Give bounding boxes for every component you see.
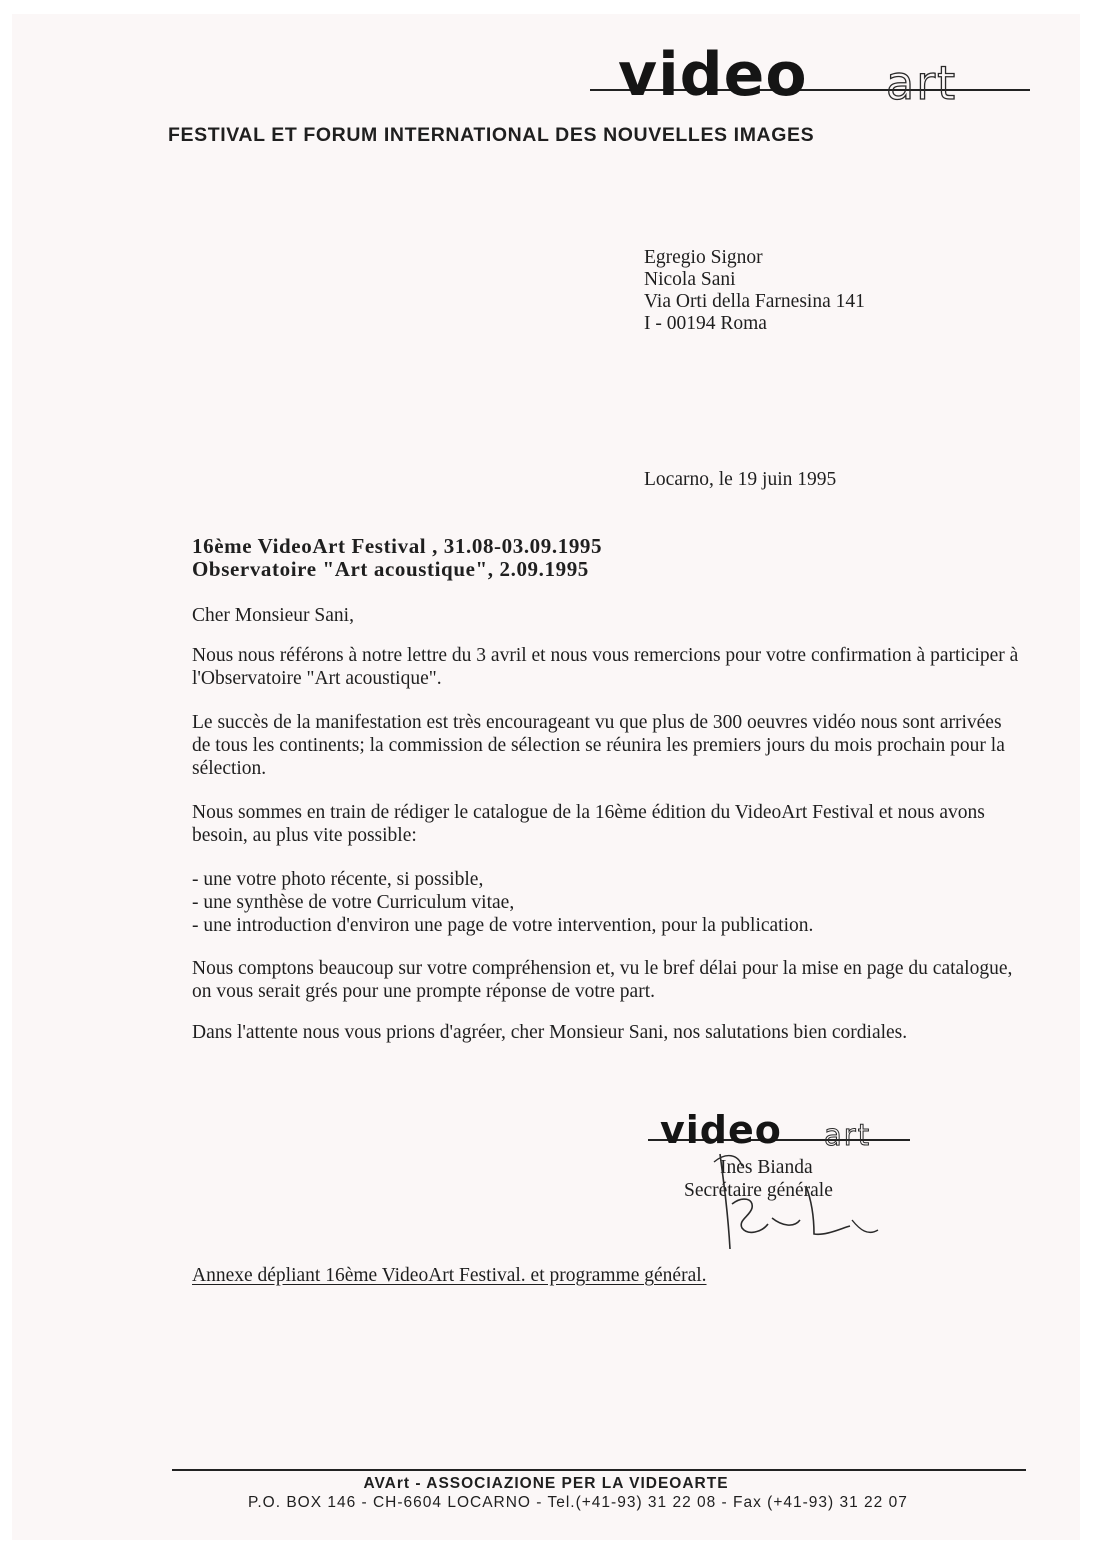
recipient-address: [644, 247, 865, 335]
salutation: Cher Monsieur Sani,: [192, 605, 354, 626]
request-list-item: - une votre photo récente, si possible,: [192, 869, 484, 890]
request-list-item: - une synthèse de votre Curriculum vitae,: [192, 892, 515, 913]
request-list: [192, 868, 1022, 937]
handwritten-signature: [702, 1144, 892, 1264]
logo-word-video: video: [618, 40, 808, 110]
date-line: Locarno, le 19 juin 1995: [644, 469, 837, 490]
annex-note: Annexe dépliant 16ème VideoArt Festival. et programme général.: [192, 1265, 707, 1286]
subject-line-1: 16ème VideoArt Festival , 31.08-03.09.1995: [192, 534, 603, 558]
recipient-line: Via Orti della Farnesina 141: [644, 291, 865, 312]
letterhead-tagline: FESTIVAL ET FORUM INTERNATIONAL DES NOUVELLES IMAGES: [168, 124, 815, 146]
body-paragraph-3: Nous sommes en train de rédiger le catalogue de la 16ème édition du VideoArt Festival et nous avons besoin, au plus vite possible:: [192, 802, 985, 846]
logo-word-art: art: [886, 56, 958, 110]
letterhead-logo: [590, 40, 1030, 112]
letter-page: [12, 14, 1080, 1540]
request-list-item: - une introduction d'environ une page de votre intervention, pour la publication.: [192, 915, 814, 936]
body-paragraph-2: Le succès de la manifestation est très encourageant vu que plus de 300 oeuvres vidéo nous sont arrivées de tous les continents; la commission de sélection se réunira les premiers jours du mois prochain pour la sélection.: [192, 712, 1005, 779]
stamp-word-art: art: [824, 1118, 872, 1152]
signatory-title: Secrétaire générale: [684, 1180, 833, 1201]
body-paragraph-5: Dans l'attente nous vous prions d'agréer, cher Monsieur Sani, nos salutations bien cordiales.: [192, 1022, 908, 1043]
body-paragraph-1: Nous nous référons à notre lettre du 3 avril et nous vous remercions pour votre confirmation à participer à l'Observatoire "Art acoustique".: [192, 645, 1019, 689]
signatory-name: Ines Bianda: [720, 1157, 813, 1178]
recipient-line: I - 00194 Roma: [644, 313, 767, 334]
recipient-line: Egregio Signor: [644, 247, 763, 268]
recipient-line: Nicola Sani: [644, 269, 736, 290]
stamp-word-video: video: [660, 1108, 782, 1152]
subject-line-2: Observatoire "Art acoustique", 2.09.1995: [192, 557, 589, 581]
footer-association: AVArt - ASSOCIAZIONE PER LA VIDEOARTE: [363, 1475, 729, 1492]
footer-rule: [172, 1469, 1026, 1471]
footer-contact: P.O. BOX 146 - CH-6604 LOCARNO - Tel.(+41-93) 31 22 08 - Fax (+41-93) 31 22 07: [248, 1494, 908, 1511]
body-paragraph-4: Nous comptons beaucoup sur votre compréhension et, vu le bref délai pour la mise en page du catalogue, on vous serait grés pour une prompte réponse de votre part.: [192, 958, 1013, 1002]
subject-block: [192, 535, 602, 581]
